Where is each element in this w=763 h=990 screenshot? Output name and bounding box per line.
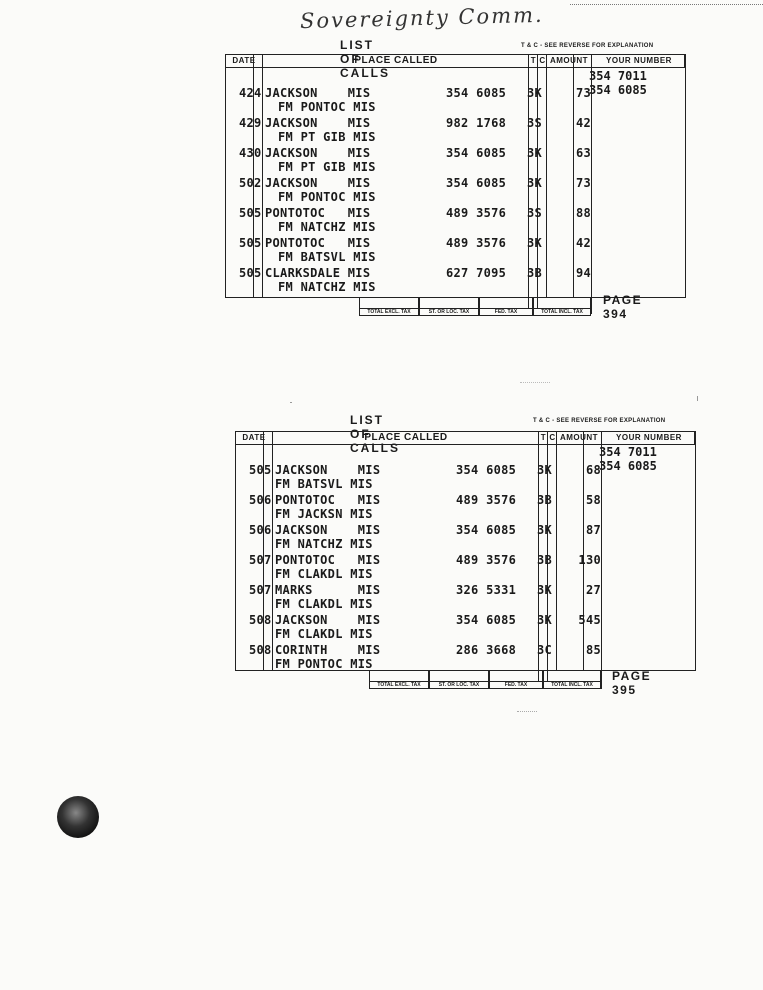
call-tc: 3K bbox=[537, 523, 553, 537]
header-date: DATE bbox=[242, 433, 266, 442]
st-loc-tax-label: ST. OR LOC. TAX bbox=[430, 681, 488, 688]
call-amount: 94 bbox=[575, 266, 591, 280]
call-tc: 3K bbox=[527, 146, 543, 160]
total-incl-tax-label: TOTAL INCL. TAX bbox=[544, 681, 600, 688]
st-loc-tax-cell bbox=[419, 298, 479, 316]
call-tc: 3K bbox=[527, 86, 543, 100]
call-tc: 3B bbox=[537, 493, 553, 507]
call-from: FM CLAKDL MIS bbox=[275, 597, 373, 611]
your-number-2: 354 6085 bbox=[599, 459, 657, 473]
tc-note: T & C - SEE REVERSE FOR EXPLANATION bbox=[533, 418, 666, 424]
call-number: 354 6085 bbox=[456, 523, 517, 537]
rule-date bbox=[262, 54, 263, 298]
your-number-1: 354 7011 bbox=[599, 445, 657, 459]
header-your-number: YOUR NUMBER bbox=[616, 433, 682, 442]
call-from: FM PONTOC MIS bbox=[278, 100, 376, 114]
call-from: FM NATCHZ MIS bbox=[278, 220, 376, 234]
call-number: 489 3576 bbox=[446, 206, 507, 220]
call-place: JACKSON MIS bbox=[275, 463, 381, 477]
call-amount: 63 bbox=[575, 146, 591, 160]
fed-tax-cell bbox=[479, 298, 533, 316]
call-amount: 130 bbox=[578, 553, 601, 567]
call-tc: 3K bbox=[537, 463, 553, 477]
call-amount: 73 bbox=[575, 176, 591, 190]
rule-right bbox=[685, 54, 686, 298]
table-header bbox=[225, 54, 685, 68]
list-title: LIST OF CALLS bbox=[340, 38, 390, 80]
call-from: FM CLAKDL MIS bbox=[275, 567, 373, 581]
call-from: FM NATCHZ MIS bbox=[278, 280, 376, 294]
call-date: 505 bbox=[239, 206, 262, 220]
call-from: FM BATSVL MIS bbox=[275, 477, 373, 491]
header-date: DATE bbox=[232, 56, 256, 65]
rule-right bbox=[695, 431, 696, 671]
call-number: 326 5331 bbox=[456, 583, 517, 597]
call-number: 354 6085 bbox=[456, 463, 517, 477]
header-place: PLACE CALLED bbox=[364, 432, 448, 443]
your-number-1: 354 7011 bbox=[589, 69, 647, 83]
call-tc: 3S bbox=[527, 116, 543, 130]
call-place: JACKSON MIS bbox=[265, 86, 371, 100]
call-number: 354 6085 bbox=[446, 146, 507, 160]
call-number: 627 7095 bbox=[446, 266, 507, 280]
call-tc: 3K bbox=[527, 176, 543, 190]
call-tc: 3S bbox=[527, 206, 543, 220]
call-place: JACKSON MIS bbox=[265, 176, 371, 190]
call-number: 489 3576 bbox=[456, 553, 517, 567]
scan-speck bbox=[697, 396, 698, 401]
rule-c bbox=[556, 431, 557, 671]
call-from: FM JACKSN MIS bbox=[275, 507, 373, 521]
call-amount: 88 bbox=[575, 206, 591, 220]
call-place: PONTOTOC MIS bbox=[265, 236, 371, 250]
call-number: 286 3668 bbox=[456, 643, 517, 657]
call-amount: 42 bbox=[575, 116, 591, 130]
rule-c bbox=[546, 54, 547, 298]
call-date: 429 bbox=[239, 116, 262, 130]
total-excl-tax-label: TOTAL EXCL. TAX bbox=[370, 681, 428, 688]
total-excl-tax-label: TOTAL EXCL. TAX bbox=[360, 308, 418, 315]
top-edge-dotted-line bbox=[570, 4, 763, 5]
total-excl-tax-cell bbox=[369, 671, 429, 689]
call-place: JACKSON MIS bbox=[265, 116, 371, 130]
fed-tax-cell bbox=[489, 671, 543, 689]
call-place: MARKS MIS bbox=[275, 583, 381, 597]
header-t: T bbox=[530, 56, 537, 65]
call-amount: 85 bbox=[585, 643, 601, 657]
total-incl-tax-label: TOTAL INCL. TAX bbox=[534, 308, 590, 315]
call-amount: 545 bbox=[578, 613, 601, 627]
call-amount: 58 bbox=[585, 493, 601, 507]
call-tc: 3K bbox=[527, 236, 543, 250]
tc-note: T & C - SEE REVERSE FOR EXPLANATION bbox=[521, 43, 654, 49]
call-date: 505 bbox=[239, 266, 262, 280]
totals-footer bbox=[369, 671, 601, 689]
header-place: PLACE CALLED bbox=[354, 55, 438, 66]
call-number: 354 6085 bbox=[446, 176, 507, 190]
call-tc: 3K bbox=[537, 613, 553, 627]
call-date: 508 bbox=[249, 643, 272, 657]
call-place: PONTOTOC MIS bbox=[275, 493, 381, 507]
call-place: CLARKSDALE MIS bbox=[265, 266, 371, 280]
page-number: PAGE 394 bbox=[603, 293, 643, 321]
header-c: C bbox=[549, 433, 556, 442]
call-tc: 3B bbox=[537, 553, 553, 567]
call-number: 489 3576 bbox=[446, 236, 507, 250]
call-from: FM BATSVL MIS bbox=[278, 250, 376, 264]
call-date: 424 bbox=[239, 86, 262, 100]
call-from: FM PT GIB MIS bbox=[278, 160, 376, 174]
call-place: PONTOTOC MIS bbox=[275, 553, 381, 567]
scan-speck bbox=[290, 402, 292, 403]
scan-speck bbox=[517, 711, 537, 713]
call-date: 505 bbox=[249, 463, 272, 477]
call-date: 502 bbox=[239, 176, 262, 190]
call-from: FM PONTOC MIS bbox=[275, 657, 373, 671]
totals-footer bbox=[359, 298, 591, 316]
call-from: FM PONTOC MIS bbox=[278, 190, 376, 204]
call-place: JACKSON MIS bbox=[275, 523, 381, 537]
call-date: 507 bbox=[249, 553, 272, 567]
call-date: 506 bbox=[249, 523, 272, 537]
call-tc: 3B bbox=[527, 266, 543, 280]
rule-left bbox=[225, 54, 226, 298]
call-place: JACKSON MIS bbox=[275, 613, 381, 627]
scan-speck bbox=[520, 382, 550, 384]
call-place: PONTOTOC MIS bbox=[265, 206, 371, 220]
call-amount: 73 bbox=[575, 86, 591, 100]
call-number: 982 1768 bbox=[446, 116, 507, 130]
call-date: 507 bbox=[249, 583, 272, 597]
your-number-2: 354 6085 bbox=[589, 83, 647, 97]
call-number: 354 6085 bbox=[456, 613, 517, 627]
call-tc: 3C bbox=[537, 643, 553, 657]
call-place: JACKSON MIS bbox=[265, 146, 371, 160]
fed-tax-label: FED. TAX bbox=[490, 681, 542, 688]
total-incl-tax-cell bbox=[543, 671, 601, 689]
call-date: 506 bbox=[249, 493, 272, 507]
call-date: 508 bbox=[249, 613, 272, 627]
header-c: C bbox=[539, 56, 546, 65]
call-amount: 87 bbox=[585, 523, 601, 537]
page-number: PAGE 395 bbox=[612, 669, 652, 697]
header-amount: AMOUNT bbox=[559, 433, 599, 442]
fed-tax-label: FED. TAX bbox=[480, 308, 532, 315]
st-loc-tax-label: ST. OR LOC. TAX bbox=[420, 308, 478, 315]
call-place: CORINTH MIS bbox=[275, 643, 381, 657]
call-from: FM CLAKDL MIS bbox=[275, 627, 373, 641]
st-loc-tax-cell bbox=[429, 671, 489, 689]
header-your-number: YOUR NUMBER bbox=[606, 56, 672, 65]
call-date: 505 bbox=[239, 236, 262, 250]
call-from: FM PT GIB MIS bbox=[278, 130, 376, 144]
rule-left bbox=[235, 431, 236, 671]
call-date: 430 bbox=[239, 146, 262, 160]
total-incl-tax-cell bbox=[533, 298, 591, 316]
call-from: FM NATCHZ MIS bbox=[275, 537, 373, 551]
call-number: 489 3576 bbox=[456, 493, 517, 507]
list-title: LIST OF CALLS bbox=[350, 413, 400, 455]
rule-date bbox=[272, 431, 273, 671]
call-amount: 27 bbox=[585, 583, 601, 597]
call-tc: 3K bbox=[537, 583, 553, 597]
header-t: T bbox=[540, 433, 547, 442]
header-amount: AMOUNT bbox=[549, 56, 589, 65]
total-excl-tax-cell bbox=[359, 298, 419, 316]
handwritten-note: Sovereignty Comm. bbox=[299, 2, 544, 34]
call-amount: 42 bbox=[575, 236, 591, 250]
call-amount: 68 bbox=[585, 463, 601, 477]
punch-hole bbox=[57, 796, 99, 838]
call-number: 354 6085 bbox=[446, 86, 507, 100]
table-header bbox=[235, 431, 695, 445]
